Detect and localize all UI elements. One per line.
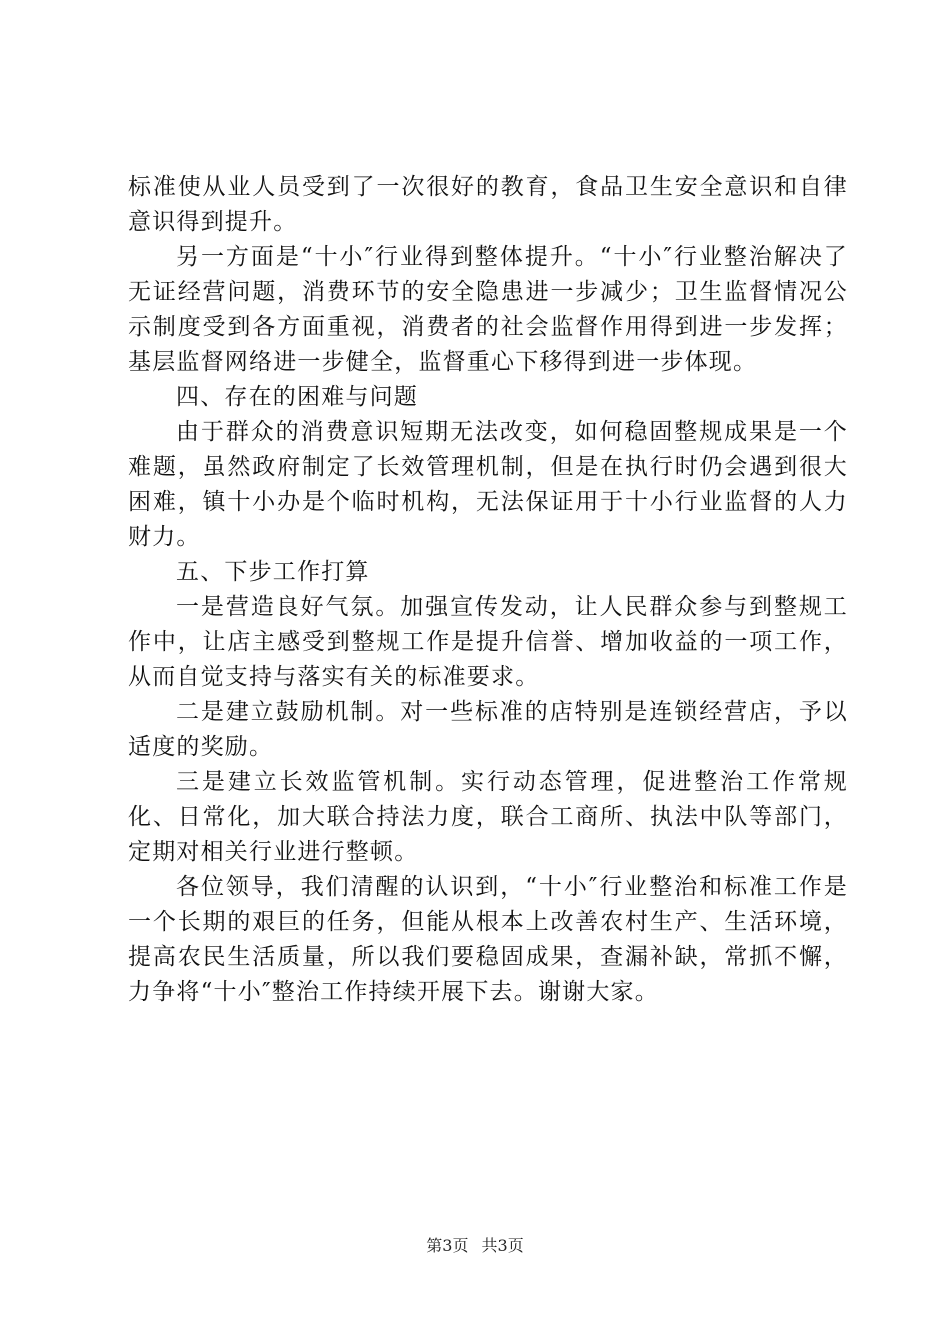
paragraph-2: 另一方面是“十小″行业得到整体提升。“十小″行业整治解决了无证经营问题，消费环节的安全隐患进一步减少；卫生监督情况公示制度受到各方面重视，消费者的社会监督作用得到进一步发挥；基层监督网络进一步健全，监督重心下移得到进一步体现。: [128, 244, 848, 375]
paragraph-5: 二是建立鼓励机制。对一些标准的店特别是连锁经营店，予以适度的奖励。: [128, 699, 848, 760]
paragraph-7: 各位领导，我们清醒的认识到，“十小″行业整治和标准工作是一个长期的艰巨的任务，但能从根本上改善农村生产、生活环境，提高农民生活质量，所以我们要稳固成果，查漏补缺，常抓不懈，力争将“十小″整治工作持续开展下去。谢谢大家。: [128, 874, 848, 1005]
section-heading-4: 四、存在的困难与问题: [176, 384, 418, 410]
document-body: [128, 170, 848, 1010]
page-footer: [0, 1236, 950, 1256]
page-total: 共3页: [481, 1236, 524, 1255]
paragraph-1: 标准使从业人员受到了一次很好的教育，食品卫生安全意识和自律意识得到提升。: [128, 174, 848, 235]
paragraph-6: 三是建立长效监管机制。实行动态管理，促进整治工作常规化、日常化，加大联合持法力度，联合工商所、执法中队等部门，定期对相关行业进行整顿。: [128, 769, 848, 865]
paragraph-3: 由于群众的消费意识短期无法改变，如何稳固整规成果是一个难题，虽然政府制定了长效管理机制，但是在执行时仍会遇到很大困难，镇十小办是个临时机构，无法保证用于十小行业监督的人力财力。: [128, 419, 848, 550]
paragraph-4: 一是营造良好气氛。加强宣传发动，让人民群众参与到整规工作中，让店主感受到整规工作是提升信誉、增加收益的一项工作，从而自觉支持与落实有关的标准要求。: [128, 594, 848, 690]
section-heading-5: 五、下步工作打算: [176, 559, 370, 585]
page-number: 第3页: [426, 1236, 469, 1255]
